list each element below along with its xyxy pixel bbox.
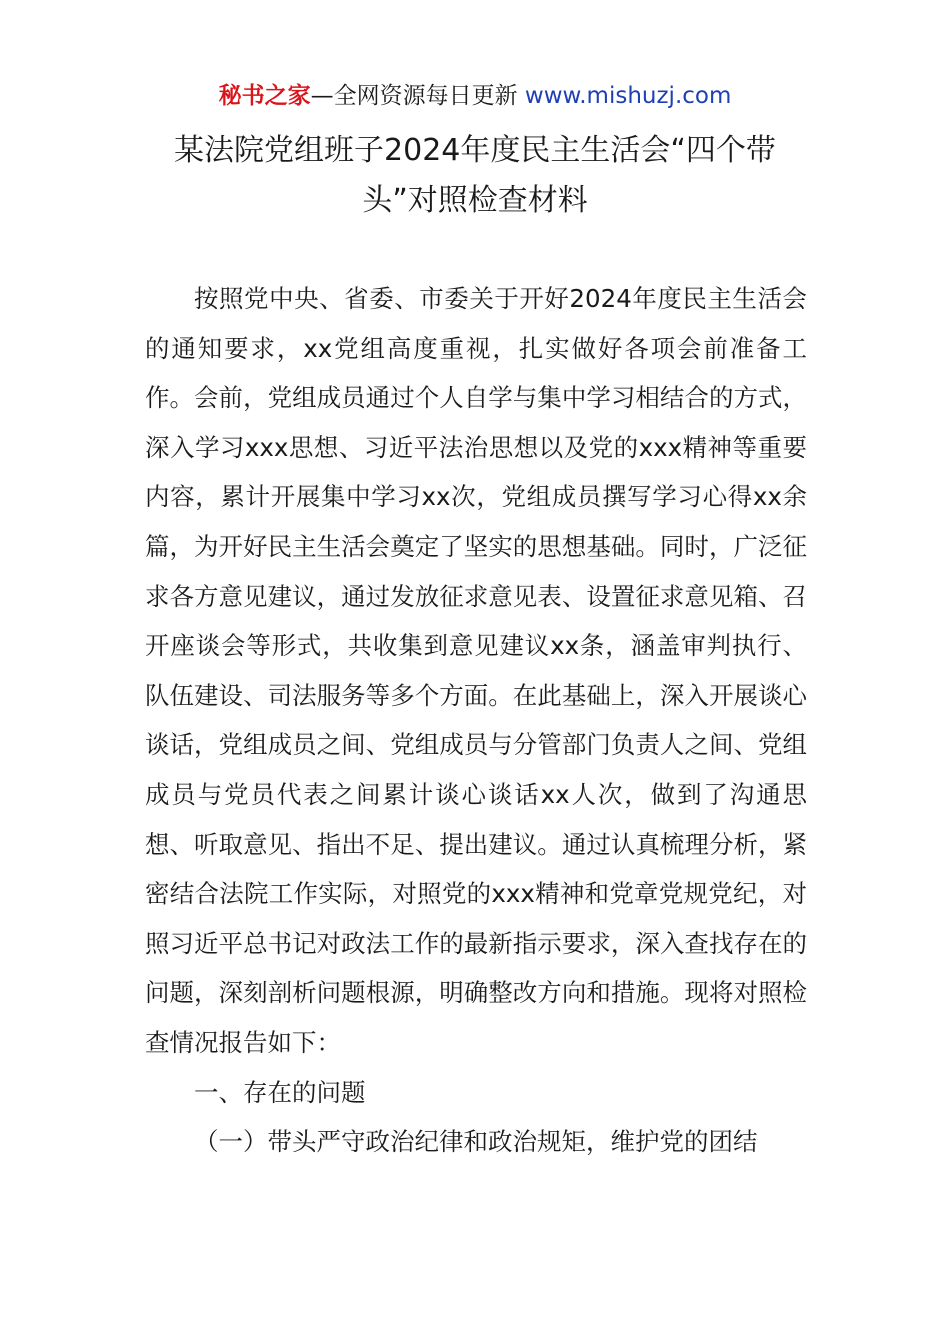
subsection-heading: （一）带头严守政治纪律和政治规矩，维护党的团结 [194,1127,758,1157]
site-header [0,80,950,112]
brand-name: 秘书之家 [218,83,311,109]
section-heading: 一、存在的问题 [194,1077,366,1107]
document-title: 某法院党组班子2024年度民主生活会“四个带头”对照检查材料 [174,133,776,218]
header-tagline: —全网资源每日更新 [310,83,518,109]
site-url-link[interactable]: www.mishuzj.com [524,83,732,109]
document-body [145,274,807,1167]
intro-paragraph: 按照党中央、省委、市委关于开好2024年度民主生活会的通知要求，xx党组高度重视，扎实做好各项会前准备工作。会前，党组成员通过个人自学与集中学习相结合的方式，深入学习xxx思想、习近平法治思想以及党的xxx精神等重要内容，累计开展集中学习xx次，党组成员撰写学习心得xx余篇，为开好民主生活会奠定了坚实的思想基础。同时，广泛征求各方意见建议，通过发放征求意见表、设置征求意见箱、召开座谈会等形式，共收集到意见建议xx条，涵盖审判执行、队伍建设、司法服务等多个方面。在此基础上，深入开展谈心谈话，党组成员之间、党组成员与分管部门负责人之间、党组成员与党员代表之间累计谈心谈话xx人次，做到了沟通思想、听取意见、指出不足、提出建议。通过认真梳理分析，紧密结合法院工作实际，对照党的xxx精神和党章党规党纪，对照习近平总书记对政法工作的最新指示要求，深入查找存在的问题，深刻剖析问题根源，明确整改方向和措施。现将对照检查情况报告如下： [145,284,807,1057]
